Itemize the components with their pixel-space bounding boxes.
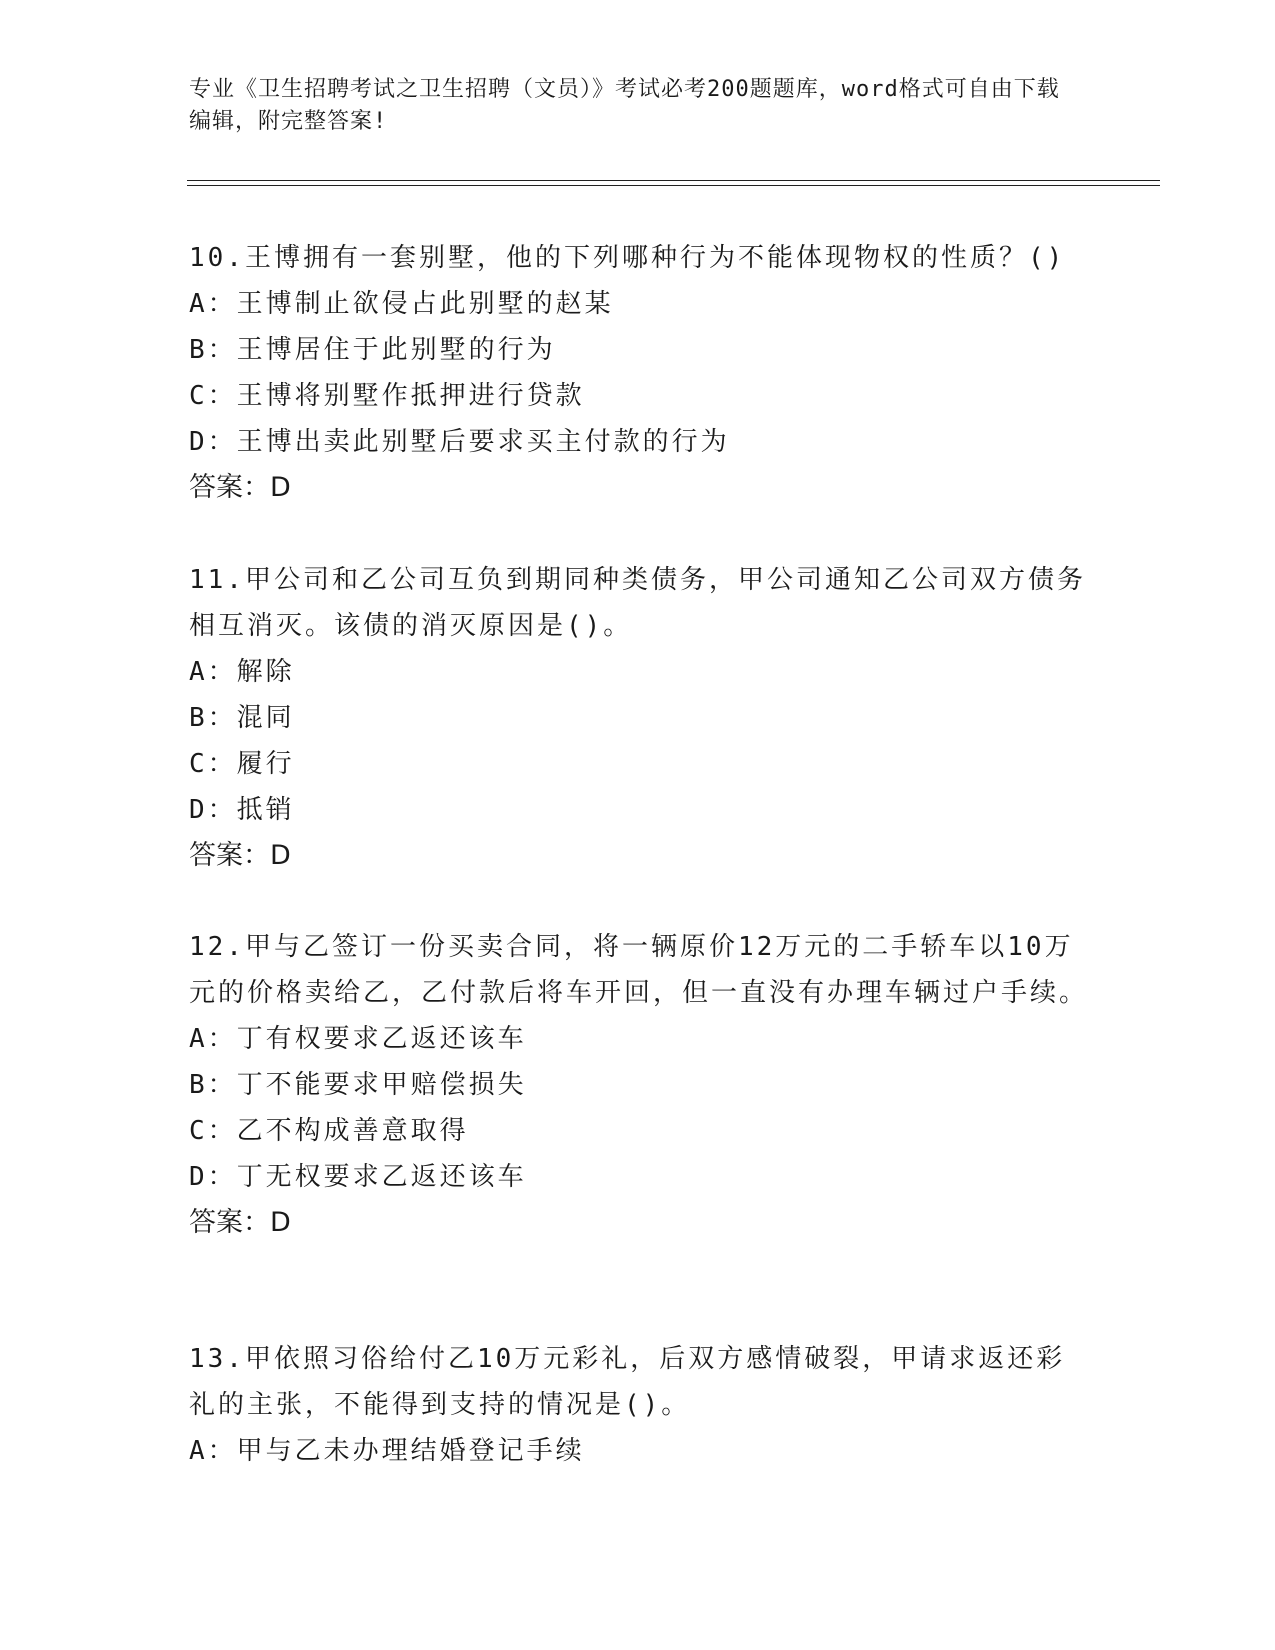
option-a: A：丁有权要求乙返还该车 bbox=[189, 1024, 527, 1054]
question-stem: 10.王博拥有一套别墅，他的下列哪种行为不能体现物权的性质？() bbox=[189, 243, 1066, 273]
question-stem: 12.甲与乙签订一份买卖合同，将一辆原价12万元的二手轿车以10万元的价格卖给乙，乙付款后将车开回，但一直没有办理车辆过户手续。 bbox=[189, 932, 1089, 1008]
question-12 bbox=[189, 924, 1089, 1246]
option-b: B：丁不能要求甲赔偿损失 bbox=[189, 1070, 527, 1100]
option-c: C：履行 bbox=[189, 749, 295, 779]
document-header: 专业《卫生招聘考试之卫生招聘（文员）》考试必考200题题库，word格式可自由下载编辑，附完整答案! bbox=[189, 77, 1060, 134]
header-divider-top bbox=[187, 180, 1160, 181]
option-d: D：抵销 bbox=[189, 795, 295, 825]
question-10 bbox=[189, 235, 1089, 511]
option-list bbox=[189, 649, 1089, 833]
question-stem: 11.甲公司和乙公司互负到期同种类债务，甲公司通知乙公司双方债务相互消灭。该债的消灭原因是()。 bbox=[189, 565, 1086, 641]
option-a: A：王博制止欲侵占此别墅的赵某 bbox=[189, 289, 614, 319]
header-divider-bottom bbox=[187, 185, 1160, 186]
option-a: A：甲与乙未办理结婚登记手续 bbox=[189, 1436, 585, 1466]
answer: 答案：D bbox=[189, 472, 291, 503]
answer: 答案：D bbox=[189, 1207, 291, 1238]
option-d: D：王博出卖此别墅后要求买主付款的行为 bbox=[189, 427, 730, 457]
option-c: C：乙不构成善意取得 bbox=[189, 1116, 469, 1146]
option-a: A：解除 bbox=[189, 657, 295, 687]
question-stem: 13.甲依照习俗给付乙10万元彩礼，后双方感情破裂，甲请求返还彩礼的主张，不能得到支持的情况是()。 bbox=[189, 1344, 1066, 1420]
option-b: B：王博居住于此别墅的行为 bbox=[189, 335, 556, 365]
answer: 答案：D bbox=[189, 840, 291, 871]
option-list bbox=[189, 281, 1089, 465]
option-list bbox=[189, 1016, 1089, 1200]
option-list bbox=[189, 1428, 1089, 1474]
question-13 bbox=[189, 1336, 1089, 1474]
option-d: D：丁无权要求乙返还该车 bbox=[189, 1162, 527, 1192]
option-c: C：王博将别墅作抵押进行贷款 bbox=[189, 381, 585, 411]
option-b: B：混同 bbox=[189, 703, 295, 733]
question-11 bbox=[189, 557, 1089, 879]
